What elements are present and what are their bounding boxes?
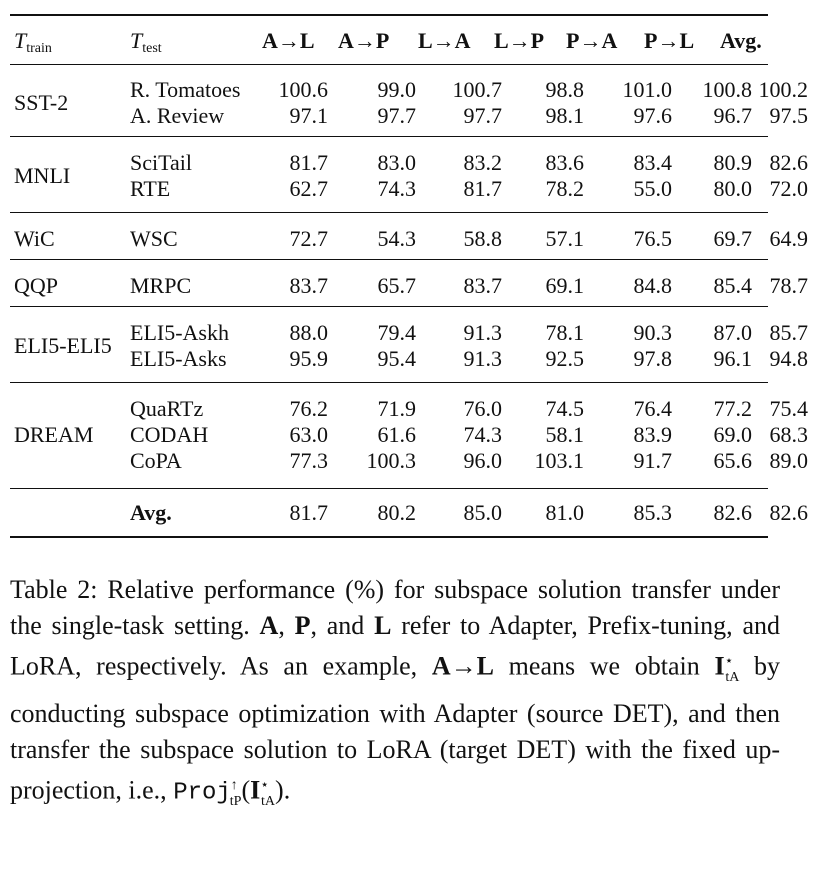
table-cell: 97.7 (377, 103, 416, 128)
test-task-label: MRPC (130, 273, 192, 298)
table-cell: 76.2 (289, 396, 328, 421)
table-cell: 82.6 (769, 150, 808, 175)
test-task-label: SciTail (130, 150, 193, 175)
group-rule (10, 212, 768, 213)
table-cell: 72.7 (289, 226, 328, 251)
table-cell: 80.0 (713, 176, 752, 201)
table-cell: 74.3 (377, 176, 416, 201)
table-cell: 94.8 (769, 346, 808, 371)
header-rule (10, 64, 768, 65)
table-cell: 98.1 (545, 103, 584, 128)
train-task-label: DREAM (14, 422, 94, 447)
group-rule (10, 259, 768, 260)
table-cell: 83.7 (289, 273, 328, 298)
table-cell: 55.0 (633, 176, 672, 201)
test-task-label: QuaRTz (130, 396, 204, 421)
table-cell: 68.3 (769, 422, 808, 447)
table-cell: 76.0 (463, 396, 502, 421)
group-rule (10, 488, 768, 489)
table-cell: 85.7 (769, 320, 808, 345)
avg-cell: 82.6 (769, 500, 808, 525)
table-cell: 77.3 (289, 448, 328, 473)
train-task-label: MNLI (14, 163, 71, 188)
table-cell: 79.4 (377, 320, 416, 345)
table-top-rule (10, 14, 768, 16)
table-cell: 97.7 (463, 103, 502, 128)
table-cell: 95.4 (377, 346, 416, 371)
train-task-label: ELI5-ELI5 (14, 333, 112, 358)
table-cell: 80.9 (713, 150, 752, 175)
avg-cell: 82.6 (713, 500, 752, 525)
table-cell: 83.7 (463, 273, 502, 298)
table-cell: 71.9 (377, 396, 416, 421)
table-cell: 96.1 (713, 346, 752, 371)
train-task-label: SST-2 (14, 90, 69, 115)
avg-row-label: Avg. (130, 500, 172, 525)
table-cell: 96.0 (463, 448, 502, 473)
header-test: $T_{test}$ (130, 28, 162, 56)
table-cell: 83.6 (545, 150, 584, 175)
table-cell: 61.6 (377, 422, 416, 447)
table-cell: 84.8 (633, 273, 672, 298)
table-cell: 69.0 (713, 422, 752, 447)
table-cell: 65.7 (377, 273, 416, 298)
table-cell: 76.4 (633, 396, 672, 421)
table-cell: 100.6 (278, 77, 328, 102)
table-cell: 72.0 (769, 176, 808, 201)
table-cell: 97.8 (633, 346, 672, 371)
table-cell: 91.3 (463, 346, 502, 371)
table-cell: 69.1 (545, 273, 584, 298)
table-cell: 91.3 (463, 320, 502, 345)
table-cell: 58.1 (545, 422, 584, 447)
table-cell: 78.7 (769, 273, 808, 298)
table-cell: 88.0 (289, 320, 328, 345)
table-cell: 58.8 (463, 226, 502, 251)
table-cell: 83.4 (633, 150, 672, 175)
table-cell: 78.1 (545, 320, 584, 345)
table-cell: 95.9 (289, 346, 328, 371)
table-cell: 103.1 (534, 448, 584, 473)
table-cell: 65.6 (713, 448, 752, 473)
header-train: $T_{train}$ (14, 28, 52, 56)
table-cell: 83.2 (463, 150, 502, 175)
column-header: P→A (566, 28, 618, 53)
group-rule (10, 382, 768, 383)
table-cell: 100.8 (702, 77, 752, 102)
avg-cell: 85.3 (633, 500, 672, 525)
test-task-label: ELI5-Asks (130, 346, 227, 371)
column-header: A→P (338, 28, 390, 53)
table-cell: 78.2 (545, 176, 584, 201)
table-cell: 76.5 (633, 226, 672, 251)
table-cell: 63.0 (289, 422, 328, 447)
table-cell: 90.3 (633, 320, 672, 345)
table-cell: 54.3 (377, 226, 416, 251)
group-rule (10, 306, 768, 307)
test-task-label: ELI5-Askh (130, 320, 229, 345)
table-cell: 96.7 (713, 103, 752, 128)
group-rule (10, 136, 768, 137)
table-cell: 69.7 (713, 226, 752, 251)
table-cell: 83.9 (633, 422, 672, 447)
table-cell: 89.0 (769, 448, 808, 473)
table-cell: 99.0 (377, 77, 416, 102)
table-cell: 97.5 (769, 103, 808, 128)
table-cell: 98.8 (545, 77, 584, 102)
column-header: P→L (644, 28, 695, 53)
column-header: Avg. (720, 28, 762, 53)
avg-cell: 81.7 (289, 500, 328, 525)
table-cell: 92.5 (545, 346, 584, 371)
test-task-label: A. Review (130, 103, 225, 128)
table-caption: Table 2: Relative performance (%) for subspace solution transfer under the single-task setting. A, P, and L refer to Adapter, Prefix-tuning, and LoRA, respectively. As an example, A→L means we obtain $I^⋆_{tA}$ by conducting subspace optimization with Adapter (source DET), and then transfer the subspace solution to LoRA (target DET) with the fixed up-projection, i.e., $Proj^↑_{tP}(I^⋆_{tA})$. (10, 575, 781, 809)
test-task-label: CoPA (130, 448, 182, 473)
table-cell: 57.1 (545, 226, 584, 251)
table-cell: 81.7 (289, 150, 328, 175)
avg-cell: 80.2 (377, 500, 416, 525)
table-cell: 64.9 (769, 226, 808, 251)
avg-cell: 85.0 (463, 500, 502, 525)
table-bottom-rule (10, 536, 768, 538)
table-cell: 97.6 (633, 103, 672, 128)
table-cell: 85.4 (713, 273, 752, 298)
table-cell: 81.7 (463, 176, 502, 201)
test-task-label: RTE (130, 176, 171, 201)
column-header: A→L (262, 28, 315, 53)
table-cell: 74.5 (545, 396, 584, 421)
table-cell: 101.0 (622, 77, 672, 102)
table-cell: 100.3 (366, 448, 416, 473)
table-cell: 77.2 (713, 396, 752, 421)
table-cell: 74.3 (463, 422, 502, 447)
test-task-label: CODAH (130, 422, 209, 447)
avg-cell: 81.0 (545, 500, 584, 525)
test-task-label: R. Tomatoes (130, 77, 241, 102)
table-cell: 100.2 (758, 77, 808, 102)
train-task-label: QQP (14, 273, 59, 298)
table-cell: 62.7 (289, 176, 328, 201)
table-cell: 83.0 (377, 150, 416, 175)
table-cell: 75.4 (769, 396, 808, 421)
test-task-label: WSC (130, 226, 178, 251)
table-cell: 91.7 (633, 448, 672, 473)
column-header: L→A (418, 28, 471, 53)
table-cell: 87.0 (713, 320, 752, 345)
train-task-label: WiC (14, 226, 55, 251)
column-header: L→P (494, 28, 545, 53)
table-cell: 100.7 (452, 77, 502, 102)
table-cell: 97.1 (289, 103, 328, 128)
